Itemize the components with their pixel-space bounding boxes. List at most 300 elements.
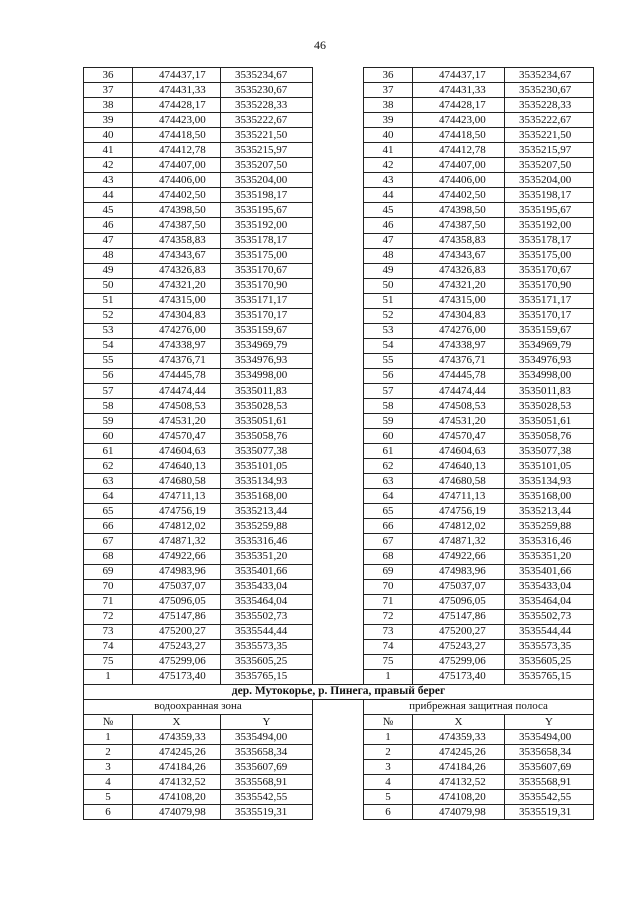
x-coordinate-cell: 474431,33 xyxy=(413,83,505,98)
table-row xyxy=(84,474,594,489)
gap-cell xyxy=(313,534,364,549)
x-coordinate-cell: 474402,50 xyxy=(413,188,505,203)
coordinates-table xyxy=(83,67,594,820)
gap-cell xyxy=(313,699,364,714)
point-number-cell: 61 xyxy=(364,444,413,459)
x-coordinate-cell: 474474,44 xyxy=(133,383,221,398)
point-number-cell: 52 xyxy=(364,308,413,323)
zone-label-left: водоохранная зона xyxy=(84,699,313,714)
x-coordinate-cell: 474531,20 xyxy=(413,414,505,429)
x-coordinate-cell: 474108,20 xyxy=(133,790,221,805)
x-coordinate-cell: 474276,00 xyxy=(133,323,221,338)
y-coordinate-cell: 3535171,17 xyxy=(221,293,313,308)
x-coordinate-cell: 475147,86 xyxy=(133,609,221,624)
table-row xyxy=(84,489,594,504)
x-coordinate-cell: 475173,40 xyxy=(413,669,505,684)
gap-cell xyxy=(313,654,364,669)
point-number-cell: 60 xyxy=(364,429,413,444)
point-number-cell: 51 xyxy=(84,293,133,308)
gap-cell xyxy=(313,308,364,323)
point-number-cell: 68 xyxy=(364,549,413,564)
x-coordinate-cell: 474423,00 xyxy=(133,113,221,128)
table-row xyxy=(84,459,594,474)
x-coordinate-cell: 474423,00 xyxy=(413,113,505,128)
y-coordinate-cell: 3535207,50 xyxy=(221,158,313,173)
point-number-cell: 44 xyxy=(84,188,133,203)
point-number-cell: 48 xyxy=(84,248,133,263)
table-row xyxy=(84,549,594,564)
point-number-cell: 4 xyxy=(84,775,133,790)
y-coordinate-cell: 3534998,00 xyxy=(221,368,313,383)
gap-cell xyxy=(313,98,364,113)
point-number-cell: 66 xyxy=(364,519,413,534)
y-coordinate-cell: 3535573,35 xyxy=(221,639,313,654)
point-number-cell: 40 xyxy=(364,128,413,143)
x-coordinate-cell: 474711,13 xyxy=(133,489,221,504)
y-coordinate-cell: 3535316,46 xyxy=(221,534,313,549)
y-coordinate-cell: 3535168,00 xyxy=(221,489,313,504)
point-number-cell: 40 xyxy=(84,128,133,143)
table-row xyxy=(84,143,594,158)
gap-cell xyxy=(313,639,364,654)
gap-cell xyxy=(313,775,364,790)
x-coordinate-cell: 474983,96 xyxy=(133,564,221,579)
table-row xyxy=(84,263,594,278)
x-coordinate-cell: 474376,71 xyxy=(133,353,221,368)
x-coordinate-cell: 474338,97 xyxy=(133,338,221,353)
gap-cell xyxy=(313,323,364,338)
x-coordinate-cell: 474402,50 xyxy=(133,188,221,203)
y-coordinate-cell: 3535028,53 xyxy=(505,399,594,414)
point-number-cell: 58 xyxy=(364,399,413,414)
x-coordinate-cell: 474315,00 xyxy=(413,293,505,308)
x-coordinate-cell: 474338,97 xyxy=(413,338,505,353)
point-number-cell: 72 xyxy=(364,609,413,624)
table-row xyxy=(84,534,594,549)
y-coordinate-cell: 3535544,44 xyxy=(505,624,594,639)
gap-cell xyxy=(313,83,364,98)
x-coordinate-cell: 475299,06 xyxy=(133,654,221,669)
gap-cell xyxy=(313,233,364,248)
y-coordinate-cell: 3535011,83 xyxy=(505,383,594,398)
gap-cell xyxy=(313,383,364,398)
table-row xyxy=(84,429,594,444)
y-coordinate-cell: 3534969,79 xyxy=(221,338,313,353)
x-coordinate-cell: 474437,17 xyxy=(413,68,505,83)
gap-cell xyxy=(313,790,364,805)
gap-cell xyxy=(313,203,364,218)
y-coordinate-cell: 3535077,38 xyxy=(221,444,313,459)
y-coordinate-cell: 3535519,31 xyxy=(221,805,313,820)
table-row xyxy=(84,399,594,414)
point-number-cell: 42 xyxy=(84,158,133,173)
point-number-cell: 56 xyxy=(364,368,413,383)
point-number-cell: 70 xyxy=(364,579,413,594)
point-number-cell: 64 xyxy=(84,489,133,504)
y-coordinate-cell: 3535519,31 xyxy=(505,805,594,820)
x-coordinate-cell: 475243,27 xyxy=(413,639,505,654)
x-coordinate-cell: 474418,50 xyxy=(133,128,221,143)
header-y: Y xyxy=(505,715,594,730)
gap-cell xyxy=(313,293,364,308)
table-row xyxy=(84,760,594,775)
point-number-cell: 57 xyxy=(364,383,413,398)
point-number-cell: 3 xyxy=(84,760,133,775)
y-coordinate-cell: 3535170,90 xyxy=(221,278,313,293)
y-coordinate-cell: 3535658,34 xyxy=(221,745,313,760)
point-number-cell: 41 xyxy=(84,143,133,158)
point-number-cell: 47 xyxy=(84,233,133,248)
x-coordinate-cell: 474508,53 xyxy=(413,399,505,414)
point-number-cell: 71 xyxy=(364,594,413,609)
point-number-cell: 55 xyxy=(364,353,413,368)
y-coordinate-cell: 3535658,34 xyxy=(505,745,594,760)
point-number-cell: 1 xyxy=(84,669,133,684)
x-coordinate-cell: 474321,20 xyxy=(133,278,221,293)
point-number-cell: 44 xyxy=(364,188,413,203)
table-row xyxy=(84,113,594,128)
x-coordinate-cell: 474132,52 xyxy=(133,775,221,790)
x-coordinate-cell: 474922,66 xyxy=(413,549,505,564)
y-coordinate-cell: 3535230,67 xyxy=(221,83,313,98)
y-coordinate-cell: 3535351,20 xyxy=(505,549,594,564)
point-number-cell: 59 xyxy=(84,414,133,429)
point-number-cell: 72 xyxy=(84,609,133,624)
y-coordinate-cell: 3535568,91 xyxy=(505,775,594,790)
x-coordinate-cell: 474711,13 xyxy=(413,489,505,504)
point-number-cell: 52 xyxy=(84,308,133,323)
table-row xyxy=(84,609,594,624)
x-coordinate-cell: 475299,06 xyxy=(413,654,505,669)
y-coordinate-cell: 3535198,17 xyxy=(221,188,313,203)
y-coordinate-cell: 3535011,83 xyxy=(221,383,313,398)
x-coordinate-cell: 474445,78 xyxy=(413,368,505,383)
x-coordinate-cell: 474184,26 xyxy=(133,760,221,775)
point-number-cell: 3 xyxy=(364,760,413,775)
x-coordinate-cell: 474640,13 xyxy=(133,459,221,474)
x-coordinate-cell: 474983,96 xyxy=(413,564,505,579)
point-number-cell: 2 xyxy=(364,745,413,760)
y-coordinate-cell: 3535605,25 xyxy=(221,654,313,669)
x-coordinate-cell: 474398,50 xyxy=(413,203,505,218)
x-coordinate-cell: 475037,07 xyxy=(133,579,221,594)
gap-cell xyxy=(313,248,364,263)
section-title: дер. Мутокорье, р. Пинега, правый берег xyxy=(84,684,594,699)
y-coordinate-cell: 3535213,44 xyxy=(505,504,594,519)
header-x: X xyxy=(413,715,505,730)
y-coordinate-cell: 3535159,67 xyxy=(505,323,594,338)
y-coordinate-cell: 3535195,67 xyxy=(505,203,594,218)
gap-cell xyxy=(313,730,364,745)
table-row xyxy=(84,203,594,218)
point-number-cell: 54 xyxy=(84,338,133,353)
point-number-cell: 70 xyxy=(84,579,133,594)
table-row xyxy=(84,353,594,368)
point-number-cell: 75 xyxy=(364,654,413,669)
y-coordinate-cell: 3535259,88 xyxy=(505,519,594,534)
gap-cell xyxy=(313,504,364,519)
y-coordinate-cell: 3535544,44 xyxy=(221,624,313,639)
table-row xyxy=(84,745,594,760)
x-coordinate-cell: 475243,27 xyxy=(133,639,221,654)
table-row xyxy=(84,519,594,534)
y-coordinate-cell: 3535204,00 xyxy=(505,173,594,188)
x-coordinate-cell: 474406,00 xyxy=(413,173,505,188)
y-coordinate-cell: 3535170,90 xyxy=(505,278,594,293)
gap-cell xyxy=(313,414,364,429)
x-coordinate-cell: 475096,05 xyxy=(133,594,221,609)
table-row xyxy=(84,248,594,263)
y-coordinate-cell: 3535204,00 xyxy=(221,173,313,188)
x-coordinate-cell: 475037,07 xyxy=(413,579,505,594)
y-coordinate-cell: 3535607,69 xyxy=(505,760,594,775)
point-number-cell: 38 xyxy=(84,98,133,113)
y-coordinate-cell: 3535215,97 xyxy=(505,143,594,158)
y-coordinate-cell: 3535168,00 xyxy=(505,489,594,504)
point-number-cell: 69 xyxy=(84,564,133,579)
y-coordinate-cell: 3535051,61 xyxy=(505,414,594,429)
gap-cell xyxy=(313,158,364,173)
x-coordinate-cell: 474922,66 xyxy=(133,549,221,564)
x-coordinate-cell: 474431,33 xyxy=(133,83,221,98)
header-x: X xyxy=(133,715,221,730)
point-number-cell: 49 xyxy=(364,263,413,278)
x-coordinate-cell: 474680,58 xyxy=(133,474,221,489)
y-coordinate-cell: 3535195,67 xyxy=(221,203,313,218)
x-coordinate-cell: 474304,83 xyxy=(133,308,221,323)
point-number-cell: 53 xyxy=(84,323,133,338)
gap-cell xyxy=(313,113,364,128)
gap-cell xyxy=(313,338,364,353)
y-coordinate-cell: 3535228,33 xyxy=(221,98,313,113)
point-number-cell: 67 xyxy=(364,534,413,549)
table-row xyxy=(84,444,594,459)
point-number-cell: 63 xyxy=(84,474,133,489)
point-number-cell: 37 xyxy=(84,83,133,98)
x-coordinate-cell: 474358,83 xyxy=(413,233,505,248)
point-number-cell: 73 xyxy=(364,624,413,639)
x-coordinate-cell: 474412,78 xyxy=(413,143,505,158)
table-row xyxy=(84,83,594,98)
table-row xyxy=(84,805,594,820)
point-number-cell: 61 xyxy=(84,444,133,459)
y-coordinate-cell: 3535134,93 xyxy=(221,474,313,489)
point-number-cell: 71 xyxy=(84,594,133,609)
table-row xyxy=(84,323,594,338)
x-coordinate-cell: 474079,98 xyxy=(413,805,505,820)
table-row xyxy=(84,790,594,805)
x-coordinate-cell: 475200,27 xyxy=(133,624,221,639)
point-number-cell: 56 xyxy=(84,368,133,383)
table-row xyxy=(84,158,594,173)
point-number-cell: 43 xyxy=(364,173,413,188)
x-coordinate-cell: 474315,00 xyxy=(133,293,221,308)
y-coordinate-cell: 3535401,66 xyxy=(505,564,594,579)
point-number-cell: 53 xyxy=(364,323,413,338)
x-coordinate-cell: 474570,47 xyxy=(413,429,505,444)
point-number-cell: 38 xyxy=(364,98,413,113)
y-coordinate-cell: 3535178,17 xyxy=(221,233,313,248)
x-coordinate-cell: 474418,50 xyxy=(413,128,505,143)
gap-cell xyxy=(313,624,364,639)
gap-cell xyxy=(313,609,364,624)
x-coordinate-cell: 474604,63 xyxy=(133,444,221,459)
point-number-cell: 1 xyxy=(84,730,133,745)
zone-label-right: прибрежная защитная полоса xyxy=(364,699,594,714)
y-coordinate-cell: 3534998,00 xyxy=(505,368,594,383)
y-coordinate-cell: 3535568,91 xyxy=(221,775,313,790)
point-number-cell: 2 xyxy=(84,745,133,760)
y-coordinate-cell: 3535171,17 xyxy=(505,293,594,308)
point-number-cell: 47 xyxy=(364,233,413,248)
table-row xyxy=(84,68,594,83)
point-number-cell: 65 xyxy=(364,504,413,519)
point-number-cell: 68 xyxy=(84,549,133,564)
header-number: № xyxy=(364,715,413,730)
y-coordinate-cell: 3535464,04 xyxy=(505,594,594,609)
x-coordinate-cell: 474376,71 xyxy=(413,353,505,368)
point-number-cell: 74 xyxy=(84,639,133,654)
x-coordinate-cell: 474640,13 xyxy=(413,459,505,474)
point-number-cell: 5 xyxy=(84,790,133,805)
y-coordinate-cell: 3535494,00 xyxy=(221,730,313,745)
gap-cell xyxy=(313,353,364,368)
table-row xyxy=(84,98,594,113)
table-row xyxy=(84,564,594,579)
x-coordinate-cell: 474343,67 xyxy=(413,248,505,263)
x-coordinate-cell: 474321,20 xyxy=(413,278,505,293)
x-coordinate-cell: 474407,00 xyxy=(133,158,221,173)
x-coordinate-cell: 474406,00 xyxy=(133,173,221,188)
table-row xyxy=(84,579,594,594)
gap-cell xyxy=(313,173,364,188)
gap-cell xyxy=(313,549,364,564)
point-number-cell: 1 xyxy=(364,730,413,745)
gap-cell xyxy=(313,444,364,459)
point-number-cell: 39 xyxy=(84,113,133,128)
point-number-cell: 36 xyxy=(84,68,133,83)
x-coordinate-cell: 474756,19 xyxy=(133,504,221,519)
y-coordinate-cell: 3535401,66 xyxy=(221,564,313,579)
y-coordinate-cell: 3535213,44 xyxy=(221,504,313,519)
table-row xyxy=(84,368,594,383)
y-coordinate-cell: 3535502,73 xyxy=(221,609,313,624)
gap-cell xyxy=(313,489,364,504)
gap-cell xyxy=(313,263,364,278)
point-number-cell: 74 xyxy=(364,639,413,654)
gap-cell xyxy=(313,68,364,83)
gap-cell xyxy=(313,594,364,609)
header-number: № xyxy=(84,715,133,730)
y-coordinate-cell: 3535101,05 xyxy=(505,459,594,474)
table-row xyxy=(84,278,594,293)
y-coordinate-cell: 3535765,15 xyxy=(221,669,313,684)
gap-cell xyxy=(313,579,364,594)
y-coordinate-cell: 3535175,00 xyxy=(505,248,594,263)
y-coordinate-cell: 3535192,00 xyxy=(505,218,594,233)
y-coordinate-cell: 3535573,35 xyxy=(505,639,594,654)
point-number-cell: 66 xyxy=(84,519,133,534)
point-number-cell: 43 xyxy=(84,173,133,188)
table-row xyxy=(84,233,594,248)
y-coordinate-cell: 3535077,38 xyxy=(505,444,594,459)
y-coordinate-cell: 3535192,00 xyxy=(221,218,313,233)
x-coordinate-cell: 474508,53 xyxy=(133,399,221,414)
gap-cell xyxy=(313,278,364,293)
point-number-cell: 4 xyxy=(364,775,413,790)
y-coordinate-cell: 3535051,61 xyxy=(221,414,313,429)
point-number-cell: 62 xyxy=(84,459,133,474)
x-coordinate-cell: 474531,20 xyxy=(133,414,221,429)
x-coordinate-cell: 475096,05 xyxy=(413,594,505,609)
x-coordinate-cell: 474812,02 xyxy=(413,519,505,534)
y-coordinate-cell: 3535542,55 xyxy=(505,790,594,805)
page-number: 46 xyxy=(314,38,326,52)
point-number-cell: 36 xyxy=(364,68,413,83)
table-row xyxy=(84,730,594,745)
y-coordinate-cell: 3535230,67 xyxy=(505,83,594,98)
point-number-cell: 46 xyxy=(364,218,413,233)
y-coordinate-cell: 3535215,97 xyxy=(221,143,313,158)
x-coordinate-cell: 474304,83 xyxy=(413,308,505,323)
gap-cell xyxy=(313,715,364,730)
x-coordinate-cell: 474343,67 xyxy=(133,248,221,263)
table-row xyxy=(84,654,594,669)
y-coordinate-cell: 3535234,67 xyxy=(221,68,313,83)
point-number-cell: 65 xyxy=(84,504,133,519)
x-coordinate-cell: 474079,98 xyxy=(133,805,221,820)
point-number-cell: 1 xyxy=(364,669,413,684)
x-coordinate-cell: 474398,50 xyxy=(133,203,221,218)
x-coordinate-cell: 474359,33 xyxy=(413,730,505,745)
y-coordinate-cell: 3535607,69 xyxy=(221,760,313,775)
point-number-cell: 63 xyxy=(364,474,413,489)
y-coordinate-cell: 3535464,04 xyxy=(221,594,313,609)
header-y: Y xyxy=(221,715,313,730)
point-number-cell: 49 xyxy=(84,263,133,278)
gap-cell xyxy=(313,399,364,414)
point-number-cell: 57 xyxy=(84,383,133,398)
y-coordinate-cell: 3535175,00 xyxy=(221,248,313,263)
x-coordinate-cell: 475173,40 xyxy=(133,669,221,684)
point-number-cell: 48 xyxy=(364,248,413,263)
gap-cell xyxy=(313,519,364,534)
point-number-cell: 60 xyxy=(84,429,133,444)
x-coordinate-cell: 474756,19 xyxy=(413,504,505,519)
x-coordinate-cell: 474445,78 xyxy=(133,368,221,383)
table-row xyxy=(84,669,594,684)
point-number-cell: 45 xyxy=(84,203,133,218)
x-coordinate-cell: 474812,02 xyxy=(133,519,221,534)
table-row xyxy=(84,594,594,609)
table-row xyxy=(84,128,594,143)
y-coordinate-cell: 3535178,17 xyxy=(505,233,594,248)
table-row xyxy=(84,293,594,308)
x-coordinate-cell: 474358,83 xyxy=(133,233,221,248)
y-coordinate-cell: 3535134,93 xyxy=(505,474,594,489)
y-coordinate-cell: 3535207,50 xyxy=(505,158,594,173)
y-coordinate-cell: 3535159,67 xyxy=(221,323,313,338)
point-number-cell: 39 xyxy=(364,113,413,128)
point-number-cell: 55 xyxy=(84,353,133,368)
y-coordinate-cell: 3535316,46 xyxy=(505,534,594,549)
x-coordinate-cell: 474407,00 xyxy=(413,158,505,173)
table-row xyxy=(84,775,594,790)
y-coordinate-cell: 3535765,15 xyxy=(505,669,594,684)
y-coordinate-cell: 3535542,55 xyxy=(221,790,313,805)
x-coordinate-cell: 474871,32 xyxy=(133,534,221,549)
x-coordinate-cell: 474276,00 xyxy=(413,323,505,338)
